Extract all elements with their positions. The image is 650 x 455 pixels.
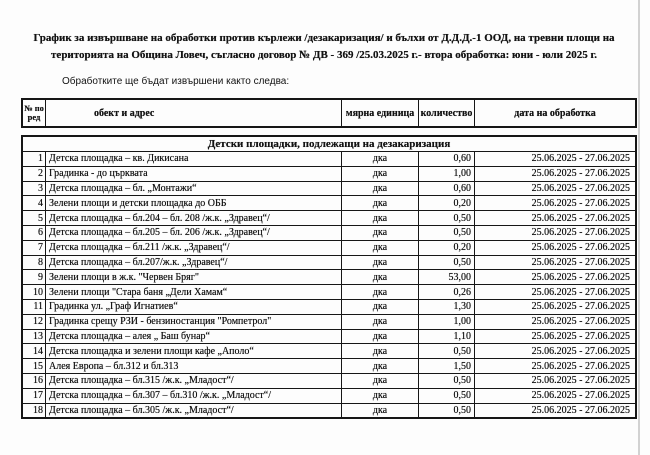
unit-cell: дка <box>342 389 419 403</box>
date-cell: 25.06.2025 - 27.06.2025 <box>531 316 630 328</box>
unit-cell: дка <box>342 404 419 418</box>
document-title-line1: График за извършване на обработки против кърлежи /дезакаризация/ и бълхи от Д.Д.Д.-1 ООД, на тревни площи на <box>33 32 615 44</box>
unit-cell: дка <box>342 359 419 373</box>
quantity-cell: 0,20 <box>419 241 475 255</box>
table-row <box>23 285 635 300</box>
unit-cell: дка <box>342 315 419 329</box>
unit-cell: дка <box>342 167 419 181</box>
table-row <box>23 374 635 389</box>
unit-cell: дка <box>342 226 419 240</box>
object-cell: Алея Европа – бл.312 и бл.313 <box>46 359 342 373</box>
unit-cell: дка <box>342 270 419 284</box>
unit-cell: дка <box>342 256 419 270</box>
object-cell: Детска площадка – бл.207/ж.к. „Здравец“/ <box>46 256 342 270</box>
table-row <box>23 270 635 285</box>
document-title-line2: територията на Община Ловеч, съгласно договор № ДВ - 369 /25.03.2025 г.- втора обработка: юни - юли 2025 г. <box>51 48 597 61</box>
object-cell: Зелени площи в ж.к. "Червен Бряг" <box>46 270 342 284</box>
object-cell: Детска площадка – бл.211 /ж.к. „Здравец“/ <box>46 241 342 255</box>
table-row <box>23 389 635 404</box>
scan-page-edge <box>638 0 640 455</box>
row-number-cell: 9 <box>23 270 46 284</box>
quantity-cell: 0,50 <box>419 211 475 225</box>
row-number-cell: 6 <box>23 226 46 240</box>
table-section-title: Детски площадки, подлежащи на дезакаризация <box>23 137 635 152</box>
date-cell: 25.06.2025 - 27.06.2025 <box>531 390 630 402</box>
object-cell: Детска площадка – бл. „Монтажи“ <box>46 182 342 196</box>
object-cell: Детска площадка – бл.205 – бл. 206 /ж.к. „Здравец“/ <box>46 226 342 240</box>
unit-cell: дка <box>342 285 419 299</box>
header-cell-date: дата на обработка <box>514 107 596 119</box>
quantity-cell: 1,00 <box>419 315 475 329</box>
quantity-cell: 0,26 <box>419 285 475 299</box>
object-cell: Градинка - до църквата <box>46 167 342 181</box>
quantity-cell: 0,50 <box>419 344 475 358</box>
object-cell: Зелени площи "Стара баня „Дели Хамам“ <box>46 285 342 299</box>
quantity-cell: 0,50 <box>419 404 475 418</box>
row-number-cell: 17 <box>23 389 46 403</box>
unit-cell: дка <box>342 374 419 388</box>
quantity-cell: 1,10 <box>419 330 475 344</box>
object-cell: Зелени площи и детски площадка до ОББ <box>46 196 342 210</box>
table-header <box>21 98 637 128</box>
object-cell: Детска площадка – кв. Дикисана <box>46 152 342 166</box>
quantity-cell: 0,60 <box>419 152 475 166</box>
quantity-cell: 0,50 <box>419 256 475 270</box>
date-cell: 25.06.2025 - 27.06.2025 <box>531 404 630 416</box>
quantity-cell: 1,00 <box>419 167 475 181</box>
unit-cell: дка <box>342 152 419 166</box>
quantity-cell: 53,00 <box>419 270 475 284</box>
row-number-cell: 5 <box>23 211 46 225</box>
date-cell: 25.06.2025 - 27.06.2025 <box>531 256 630 268</box>
document-subtitle: Обработките ще бъдат извършени както следва: <box>62 76 290 87</box>
quantity-cell: 0,50 <box>419 226 475 240</box>
date-cell: 25.06.2025 - 27.06.2025 <box>531 197 630 209</box>
object-cell: Детска площадка – бл.204 – бл. 208 /ж.к. „Здравец“/ <box>46 211 342 225</box>
table-row <box>23 226 635 241</box>
table-row <box>23 359 635 374</box>
row-number-cell: 11 <box>23 300 46 314</box>
object-cell: Детска площадка – бл.315 /ж.к. „Младост“/ <box>46 374 342 388</box>
object-cell: Градинка ул. „Граф Игнатиев“ <box>46 300 342 314</box>
table-row <box>23 196 635 211</box>
row-number-cell: 1 <box>23 152 46 166</box>
unit-cell: дка <box>342 182 419 196</box>
table-row <box>23 330 635 345</box>
table-row <box>23 152 635 167</box>
header-cell-number: № по ред <box>23 100 46 126</box>
date-cell: 25.06.2025 - 27.06.2025 <box>531 286 630 298</box>
date-cell: 25.06.2025 - 27.06.2025 <box>531 375 630 387</box>
table-row <box>23 241 635 256</box>
row-number-cell: 14 <box>23 344 46 358</box>
object-cell: Детска площадка – бл.307 – бл.310 /ж.к. „Младост“/ <box>46 389 342 403</box>
date-cell: 25.06.2025 - 27.06.2025 <box>531 227 630 239</box>
date-cell: 25.06.2025 - 27.06.2025 <box>531 153 630 165</box>
unit-cell: дка <box>342 300 419 314</box>
unit-cell: дка <box>342 344 419 358</box>
row-number-cell: 12 <box>23 315 46 329</box>
quantity-cell: 0,60 <box>419 182 475 196</box>
row-number-cell: 15 <box>23 359 46 373</box>
object-cell: Градинка срещу РЗИ - бензиностанция "Ромпетрол" <box>46 315 342 329</box>
table-row <box>23 256 635 271</box>
row-number-cell: 18 <box>23 404 46 418</box>
date-cell: 25.06.2025 - 27.06.2025 <box>531 345 630 357</box>
row-number-cell: 2 <box>23 167 46 181</box>
table-row <box>23 315 635 330</box>
row-number-cell: 13 <box>23 330 46 344</box>
date-cell: 25.06.2025 - 27.06.2025 <box>531 182 630 194</box>
object-cell: Детска площадка и зелени площи кафе „Аполо“ <box>46 344 342 358</box>
unit-cell: дка <box>342 211 419 225</box>
row-number-cell: 3 <box>23 182 46 196</box>
object-cell: Детска площадка – алея „ Баш бунар“ <box>46 330 342 344</box>
object-cell: Детска площадка – бл.305 /ж.к. „Младост“/ <box>46 404 342 418</box>
table-row <box>23 344 635 359</box>
unit-cell: дка <box>342 241 419 255</box>
row-number-cell: 10 <box>23 285 46 299</box>
table-row <box>23 300 635 315</box>
quantity-cell: 0,50 <box>419 374 475 388</box>
table-row <box>23 404 635 418</box>
unit-cell: дка <box>342 196 419 210</box>
date-cell: 25.06.2025 - 27.06.2025 <box>531 330 630 342</box>
date-cell: 25.06.2025 - 27.06.2025 <box>531 301 630 313</box>
date-cell: 25.06.2025 - 27.06.2025 <box>531 271 630 283</box>
unit-cell: дка <box>342 330 419 344</box>
quantity-cell: 0,20 <box>419 196 475 210</box>
header-cell-quantity: количество <box>419 100 475 126</box>
quantity-cell: 1,50 <box>419 359 475 373</box>
quantity-cell: 1,30 <box>419 300 475 314</box>
date-cell: 25.06.2025 - 27.06.2025 <box>531 212 630 224</box>
schedule-table <box>21 135 637 419</box>
row-number-cell: 8 <box>23 256 46 270</box>
table-row <box>23 211 635 226</box>
table-rows <box>23 152 635 417</box>
header-cell-unit: мярна единица <box>342 100 419 126</box>
header-cell-object: обект и адрес <box>46 100 342 126</box>
row-number-cell: 4 <box>23 196 46 210</box>
date-cell: 25.06.2025 - 27.06.2025 <box>531 168 630 180</box>
quantity-cell: 0,50 <box>419 389 475 403</box>
row-number-cell: 7 <box>23 241 46 255</box>
date-cell: 25.06.2025 - 27.06.2025 <box>531 242 630 254</box>
date-cell: 25.06.2025 - 27.06.2025 <box>531 360 630 372</box>
table-row <box>23 182 635 197</box>
table-row <box>23 167 635 182</box>
row-number-cell: 16 <box>23 374 46 388</box>
document-title <box>28 30 620 63</box>
